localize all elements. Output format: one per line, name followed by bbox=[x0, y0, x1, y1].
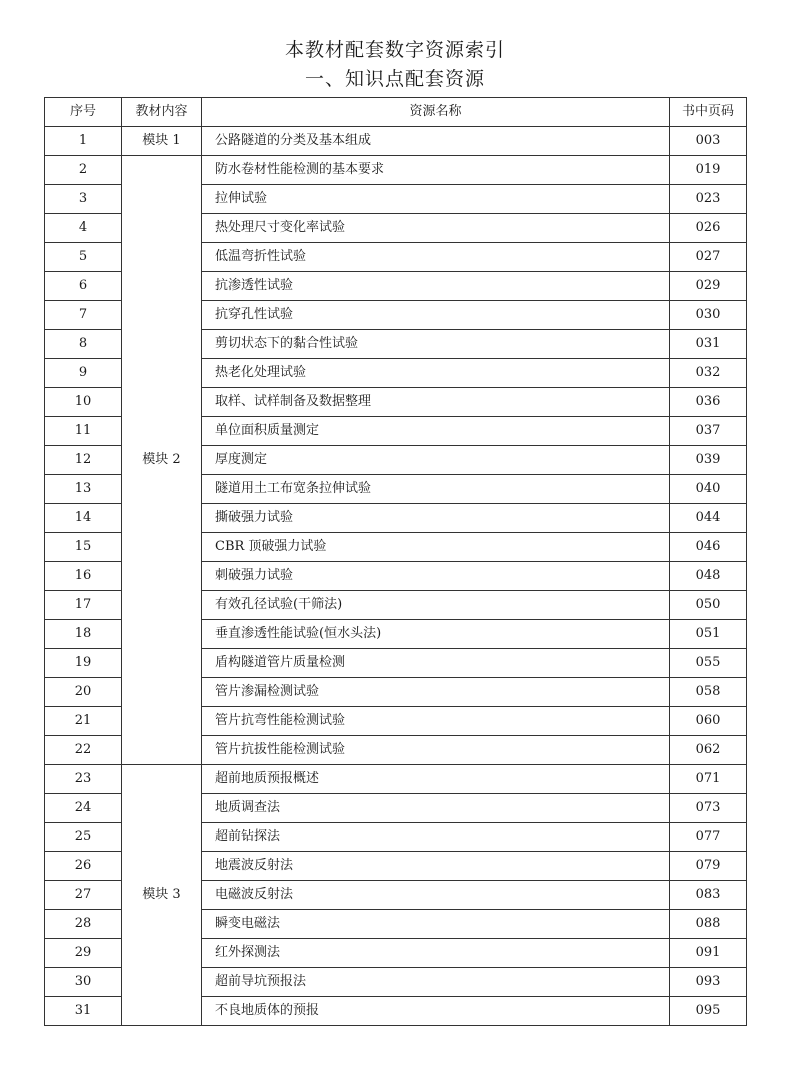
header-name: 资源名称 bbox=[202, 98, 670, 127]
resource-name: 抗渗透性试验 bbox=[202, 272, 670, 301]
resource-name: 取样、试样制备及数据整理 bbox=[202, 388, 670, 417]
row-number: 3 bbox=[45, 185, 122, 214]
page-number: 062 bbox=[670, 736, 747, 765]
page-number: 071 bbox=[670, 765, 747, 794]
resource-name: 管片渗漏检测试验 bbox=[202, 678, 670, 707]
resource-name: 瞬变电磁法 bbox=[202, 910, 670, 939]
page-number: 040 bbox=[670, 475, 747, 504]
resource-name: 厚度测定 bbox=[202, 446, 670, 475]
row-number: 27 bbox=[45, 881, 122, 910]
resource-index-table bbox=[44, 97, 747, 1026]
row-number: 20 bbox=[45, 678, 122, 707]
row-number: 31 bbox=[45, 997, 122, 1026]
page-number: 088 bbox=[670, 910, 747, 939]
page-number: 093 bbox=[670, 968, 747, 997]
page-number: 051 bbox=[670, 620, 747, 649]
row-number: 16 bbox=[45, 562, 122, 591]
resource-name: 公路隧道的分类及基本组成 bbox=[202, 127, 670, 156]
page-number: 026 bbox=[670, 214, 747, 243]
row-number: 25 bbox=[45, 823, 122, 852]
page-number: 060 bbox=[670, 707, 747, 736]
page-title: 本教材配套数字资源索引 bbox=[284, 39, 505, 61]
resource-name: 管片抗拔性能检测试验 bbox=[202, 736, 670, 765]
page-number: 030 bbox=[670, 301, 747, 330]
row-number: 30 bbox=[45, 968, 122, 997]
row-number: 26 bbox=[45, 852, 122, 881]
row-number: 24 bbox=[45, 794, 122, 823]
row-number: 13 bbox=[45, 475, 122, 504]
table-row bbox=[45, 156, 747, 185]
resource-name: 隧道用土工布宽条拉伸试验 bbox=[202, 475, 670, 504]
page-number: 046 bbox=[670, 533, 747, 562]
row-number: 10 bbox=[45, 388, 122, 417]
page-number: 079 bbox=[670, 852, 747, 881]
resource-name: 不良地质体的预报 bbox=[202, 997, 670, 1026]
row-number: 6 bbox=[45, 272, 122, 301]
table-body bbox=[45, 127, 747, 1026]
header-num: 序号 bbox=[45, 98, 122, 127]
row-number: 7 bbox=[45, 301, 122, 330]
resource-name: 地震波反射法 bbox=[202, 852, 670, 881]
page-number: 036 bbox=[670, 388, 747, 417]
page-number: 029 bbox=[670, 272, 747, 301]
row-number: 21 bbox=[45, 707, 122, 736]
page-number: 083 bbox=[670, 881, 747, 910]
header-module: 教材内容 bbox=[122, 98, 202, 127]
table-row bbox=[45, 765, 747, 794]
page-number: 019 bbox=[670, 156, 747, 185]
module-label: 模块 3 bbox=[122, 765, 202, 1026]
page-number: 032 bbox=[670, 359, 747, 388]
page-number: 091 bbox=[670, 939, 747, 968]
page-number: 003 bbox=[670, 127, 747, 156]
row-number: 1 bbox=[45, 127, 122, 156]
row-number: 12 bbox=[45, 446, 122, 475]
resource-name: 管片抗弯性能检测试验 bbox=[202, 707, 670, 736]
resource-name: 热处理尺寸变化率试验 bbox=[202, 214, 670, 243]
page-number: 023 bbox=[670, 185, 747, 214]
row-number: 18 bbox=[45, 620, 122, 649]
row-number: 15 bbox=[45, 533, 122, 562]
row-number: 9 bbox=[45, 359, 122, 388]
row-number: 23 bbox=[45, 765, 122, 794]
row-number: 11 bbox=[45, 417, 122, 446]
page-number: 077 bbox=[670, 823, 747, 852]
resource-name: 热老化处理试验 bbox=[202, 359, 670, 388]
row-number: 19 bbox=[45, 649, 122, 678]
resource-name: 垂直渗透性能试验(恒水头法) bbox=[202, 620, 670, 649]
resource-name: 超前导坑预报法 bbox=[202, 968, 670, 997]
row-number: 8 bbox=[45, 330, 122, 359]
page-number: 055 bbox=[670, 649, 747, 678]
page-number: 037 bbox=[670, 417, 747, 446]
page-number: 058 bbox=[670, 678, 747, 707]
row-number: 29 bbox=[45, 939, 122, 968]
page-number: 095 bbox=[670, 997, 747, 1026]
resource-name: 盾构隧道管片质量检测 bbox=[202, 649, 670, 678]
module-label: 模块 1 bbox=[122, 127, 202, 156]
resource-name: CBR 顶破强力试验 bbox=[202, 533, 670, 562]
resource-name: 地质调查法 bbox=[202, 794, 670, 823]
resource-name: 撕破强力试验 bbox=[202, 504, 670, 533]
resource-name: 红外探测法 bbox=[202, 939, 670, 968]
page-number: 044 bbox=[670, 504, 747, 533]
page-number: 039 bbox=[670, 446, 747, 475]
resource-name: 防水卷材性能检测的基本要求 bbox=[202, 156, 670, 185]
resource-name: 低温弯折性试验 bbox=[202, 243, 670, 272]
row-number: 28 bbox=[45, 910, 122, 939]
resource-name: 单位面积质量测定 bbox=[202, 417, 670, 446]
resource-name: 刺破强力试验 bbox=[202, 562, 670, 591]
resource-name: 拉伸试验 bbox=[202, 185, 670, 214]
resource-name: 超前地质预报概述 bbox=[202, 765, 670, 794]
section-subtitle: 一、知识点配套资源 bbox=[304, 68, 485, 90]
row-number: 5 bbox=[45, 243, 122, 272]
row-number: 17 bbox=[45, 591, 122, 620]
row-number: 2 bbox=[45, 156, 122, 185]
resource-name: 超前钻探法 bbox=[202, 823, 670, 852]
header-page: 书中页码 bbox=[670, 98, 747, 127]
header-row bbox=[45, 98, 747, 127]
row-number: 22 bbox=[45, 736, 122, 765]
resource-name: 有效孔径试验(干筛法) bbox=[202, 591, 670, 620]
page-number: 050 bbox=[670, 591, 747, 620]
page-number: 031 bbox=[670, 330, 747, 359]
resource-name: 剪切状态下的黏合性试验 bbox=[202, 330, 670, 359]
row-number: 4 bbox=[45, 214, 122, 243]
page-number: 048 bbox=[670, 562, 747, 591]
module-label: 模块 2 bbox=[122, 156, 202, 765]
row-number: 14 bbox=[45, 504, 122, 533]
table-row bbox=[45, 127, 747, 156]
resource-name: 抗穿孔性试验 bbox=[202, 301, 670, 330]
page-number: 073 bbox=[670, 794, 747, 823]
page-number: 027 bbox=[670, 243, 747, 272]
resource-name: 电磁波反射法 bbox=[202, 881, 670, 910]
